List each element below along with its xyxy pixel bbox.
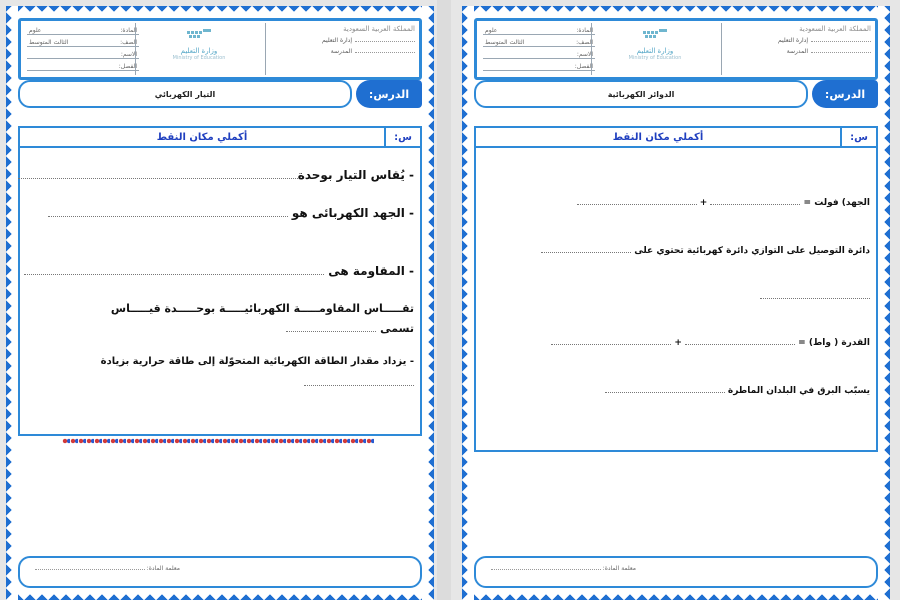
decorative-border-bottom	[6, 588, 434, 600]
ministry-logo: وزارة التعليم Ministry of Education	[595, 27, 715, 67]
worksheet-page-left	[6, 6, 434, 600]
question-item: - يزداد مقدار الطاقة الكهربائية المتحوّلة إلى طاقة حرارية بزيادة	[100, 356, 414, 367]
decorative-border-left	[462, 6, 474, 600]
question-item: القدرة ( واط) = +	[482, 338, 870, 348]
question-item-fill	[26, 378, 414, 389]
teacher-footer	[474, 556, 878, 588]
teacher-label: معلمة المادة:	[602, 565, 636, 572]
decorative-border-bottom	[462, 588, 890, 600]
school-label: المدرسة	[786, 48, 808, 55]
ministry-logo-icon	[185, 27, 213, 43]
teacher-label: معلمة المادة:	[146, 565, 180, 572]
question-item-fill	[482, 292, 870, 302]
decorative-border-left	[6, 6, 18, 600]
teacher-footer	[18, 556, 422, 588]
lesson-row	[474, 78, 878, 108]
question-tag: س:	[384, 128, 420, 146]
decorative-border-right	[422, 6, 434, 600]
header-admin-block	[275, 25, 415, 69]
school-label: المدرسة	[330, 48, 352, 55]
admin-label: إدارة التعليم	[778, 37, 808, 44]
header-fields: علوم المادة: الثالث المتوسط الصف: الاسم: الفصل:	[483, 23, 595, 71]
lesson-title: الدوائر الكهربائية	[474, 80, 808, 108]
question-title: أكملي مكان النقط	[156, 131, 248, 143]
ministry-logo-icon	[641, 27, 669, 43]
worksheet-header	[18, 18, 422, 80]
ministry-logo: وزارة التعليم Ministry of Education	[139, 27, 259, 67]
decorative-border-right	[878, 6, 890, 600]
kingdom-title: المملكة العربية السعودية	[343, 25, 415, 33]
lesson-row	[18, 78, 422, 108]
worksheet-page-right	[462, 6, 890, 600]
page-gap	[437, 0, 451, 600]
header-admin-block	[731, 25, 871, 69]
question-box	[474, 126, 878, 452]
lesson-title: التيار الكهربائي	[18, 80, 352, 108]
question-item: تسمى	[26, 322, 414, 335]
question-tag: س:	[840, 128, 876, 146]
question-item: تقـــــاس المقاومـــــة الكهربائيـــــة بوحـــــدة قيـــــاس	[110, 302, 414, 315]
question-title: أكملي مكان النقط	[612, 131, 704, 143]
bead-divider	[62, 438, 374, 444]
question-item: - يُقاس التيار بوحدة	[26, 168, 414, 182]
worksheet-header	[474, 18, 878, 80]
lesson-tag: الدرس:	[356, 80, 422, 108]
question-item: - المقاومة هى	[26, 264, 414, 278]
question-item: - الجهد الكهربائى هو	[26, 206, 414, 220]
header-fields: علوم المادة: الثالث المتوسط الصف: الاسم: الفصل:	[27, 23, 139, 71]
decorative-border-top	[462, 6, 890, 18]
kingdom-title: المملكة العربية السعودية	[799, 25, 871, 33]
question-item: يسبّب البرق في البلدان الماطرة	[482, 386, 870, 396]
question-box	[18, 126, 422, 436]
admin-label: إدارة التعليم	[322, 37, 352, 44]
question-item: دائرة التوصيل على التوازي دائرة كهربائية تحتوي على	[482, 246, 870, 256]
decorative-border-top	[6, 6, 434, 18]
lesson-tag: الدرس:	[812, 80, 878, 108]
question-item: الجهد) فولت = +	[482, 198, 870, 208]
